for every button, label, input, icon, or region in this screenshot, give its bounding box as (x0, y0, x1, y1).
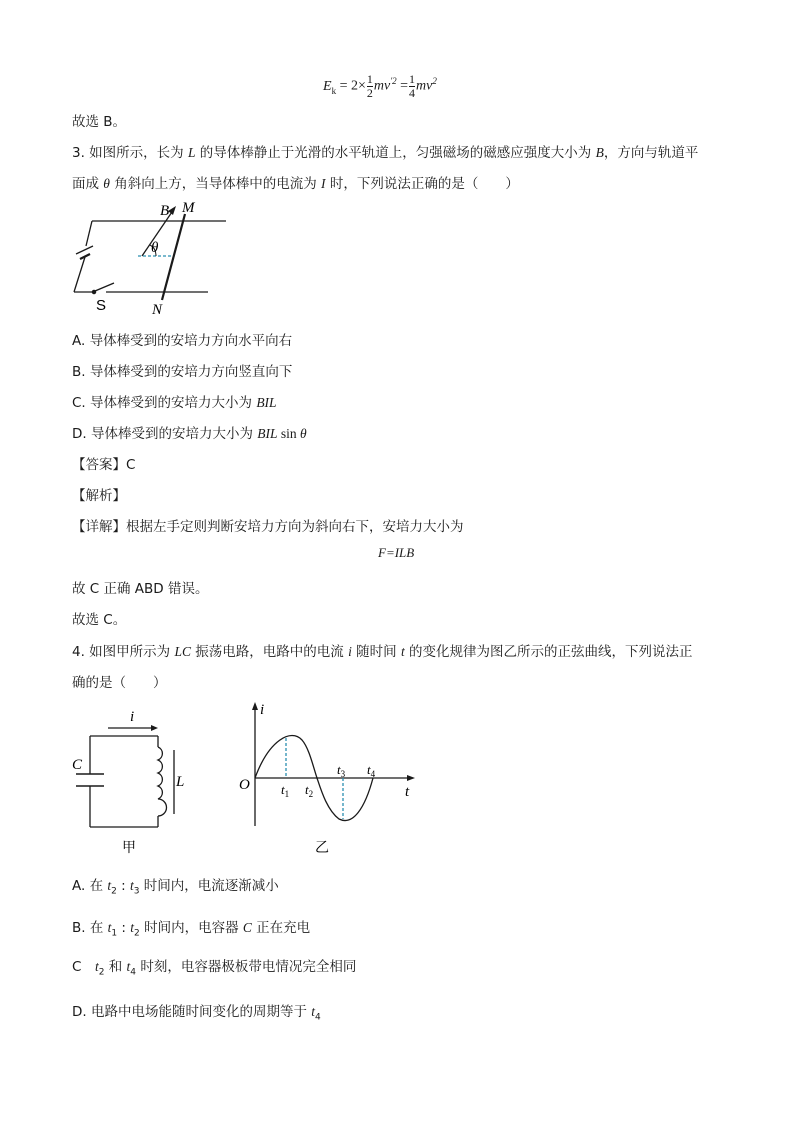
q4-option-d[interactable]: D. 电路中电场能随时间变化的周期等于 $t_4$ (72, 1004, 321, 1023)
q3-conclusion: 故 C 正确 ABD 错误。 (72, 581, 209, 597)
fraction-one-quarter: $\frac{1}{4}$ (409, 71, 416, 100)
label-N: N (152, 302, 163, 318)
label-t1: $t_1$ (281, 782, 290, 799)
kinetic-energy-formula: $E_k = 2\times$ $\frac{1}{2}$ $mv^{'2}$ = $\frac{1}{4}$ $mv^2$ (323, 71, 437, 100)
q3-choose: 故选 C。 (72, 612, 127, 628)
q4-option-c[interactable]: C $t_2$ 和 $t_4$ 时刻，电容器极板带电情况完全相同 (72, 959, 357, 978)
q4-option-b[interactable]: B. 在 $t_1$ : $t_2$ 时间内，电容器 C 正在充电 (72, 920, 311, 939)
q3-answer: 【答案】C (72, 457, 136, 473)
label-B: B (160, 203, 170, 219)
choose-b-line: 故选 B。 (72, 114, 127, 130)
q4-stem-line1: 4. 如图甲所示为 LC 振荡电路，电路中的电流 i 随时间 t 的变化规律为图乙所示的正弦曲线，下列说法正 (72, 644, 693, 660)
q3-rail-figure (68, 196, 238, 318)
q4-option-a[interactable]: A. 在 $t_2$ : $t_3$ 时间内，电流逐渐减小 (72, 878, 279, 897)
formula-ek: $E_k$ (323, 78, 337, 96)
label-t-axis: t (405, 784, 410, 800)
q4-current-graph (235, 698, 415, 860)
q3-option-b[interactable]: B. 导体棒受到的安培力方向竖直向下 (72, 364, 293, 380)
label-M: M (182, 200, 195, 216)
caption-yi: 乙 (315, 840, 329, 856)
switch-blade (95, 283, 114, 291)
inductor-coil (158, 747, 167, 816)
fraction-one-half: $\frac{1}{2}$ (366, 71, 373, 100)
label-i-axis: i (260, 702, 265, 718)
q3-detail: 【详解】根据左手定则判断安培力方向为斜向右下，安培力大小为 (72, 519, 464, 535)
q3-option-a[interactable]: A. 导体棒受到的安培力方向水平向右 (72, 333, 293, 349)
caption-jia: 甲 (122, 840, 136, 856)
q3-option-d[interactable]: D. 导体棒受到的安培力大小为 BIL sin θ (72, 426, 307, 442)
battery-plate-long (76, 246, 93, 254)
label-t2: $t_2$ (305, 782, 314, 799)
label-L: L (176, 774, 185, 790)
label-C: C (72, 757, 83, 773)
q3-analysis-label: 【解析】 (72, 488, 126, 504)
q4-lc-circuit (70, 702, 195, 860)
q3-stem-line1: 3. 如图所示，长为 L 的导体棒静止于光滑的水平轨道上，匀强磁场的磁感应强度大小为 B，方向与轨道平 (72, 145, 699, 161)
label-i: i (130, 709, 135, 725)
label-S: S (96, 297, 107, 314)
q3-option-c[interactable]: C. 导体棒受到的安培力大小为 BIL (72, 395, 277, 411)
label-t4: $t_4$ (367, 762, 376, 779)
label-t3: $t_3$ (337, 762, 346, 779)
q4-stem-line2: 确的是（ ） (72, 675, 167, 691)
q3-force-formula: F=ILB (378, 545, 415, 560)
label-theta: θ (151, 240, 159, 256)
conductor-rod (162, 214, 185, 300)
q3-stem-line2: 面成 θ 角斜向上方，当导体棒中的电流为 I 时，下列说法正确的是（ ） (72, 176, 519, 192)
label-origin: O (239, 777, 250, 793)
